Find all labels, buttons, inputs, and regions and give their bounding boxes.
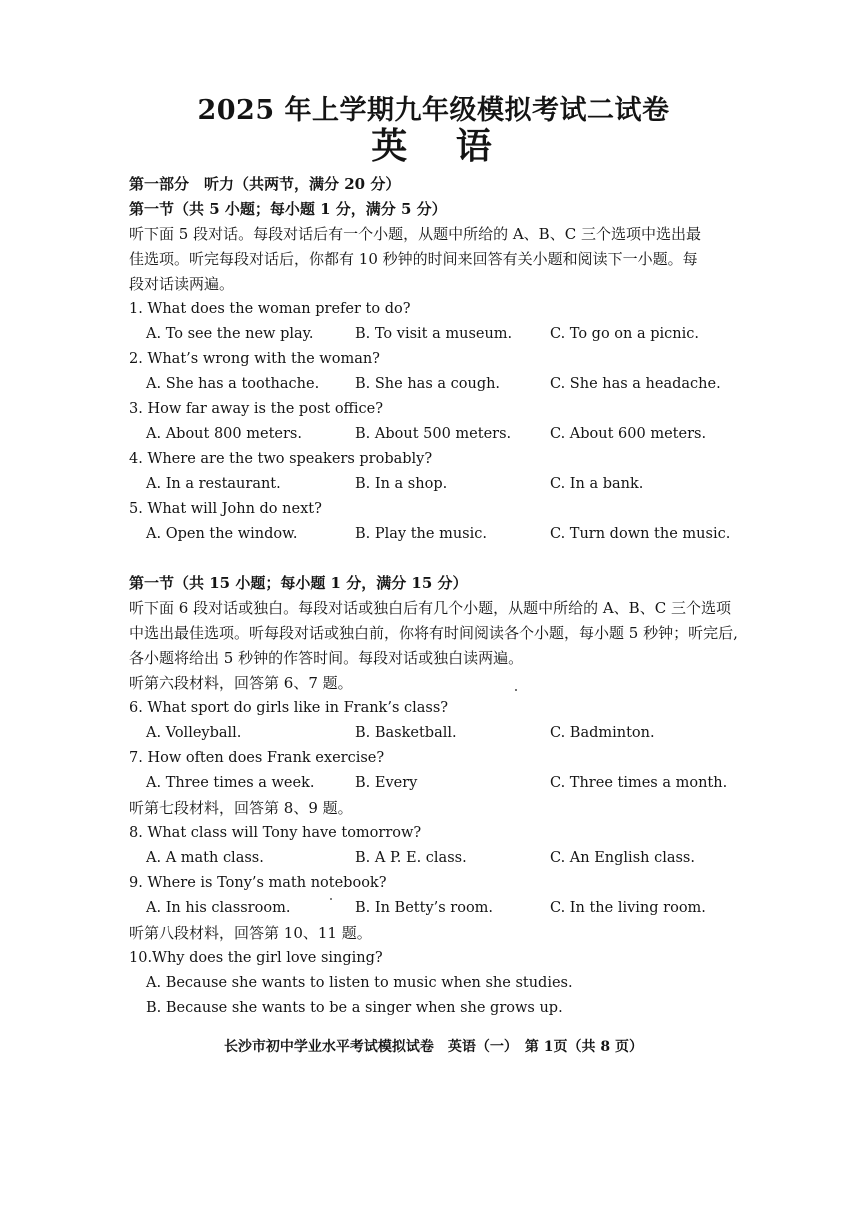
question-9 [129,871,759,921]
section1-heading: 第一节（共 5 小题；每小题 1 分，满分 5 分） [129,200,447,218]
option-c: C. In the living room. [550,900,706,916]
option-b: B. A P. E. class. [355,850,467,866]
question-6 [129,696,759,746]
option-a: A. Volleyball. [146,725,242,741]
question-2 [129,347,759,397]
option-b: B. In Betty’s room. [355,900,494,916]
question-7 [129,746,759,796]
option-c: C. To go on a picnic. [550,326,699,342]
question-3 [129,397,759,447]
question-text: 2. What’s wrong with the woman? [129,351,380,367]
part1-heading: 第一部分 听力（共两节，满分 20 分） [129,175,401,193]
option-b: B. She has a cough. [355,376,501,392]
option-c: C. Turn down the music. [550,526,731,542]
scan-speck [330,898,332,900]
section2-heading: 第一节（共 15 小题；每小题 1 分，满分 15 分） [129,574,468,592]
scan-speck [515,689,517,691]
option-a: A. In his classroom. [146,900,291,916]
option-b: B. Every [355,775,418,791]
question-text: 4. Where are the two speakers probably? [129,451,433,467]
material-7-heading: 听第七段材料，回答第 8、9 题。 [129,799,353,817]
option-b: B. Play the music. [355,526,487,542]
question-text: 10.Why does the girl love singing? [129,950,383,966]
option-a: A. To see the new play. [146,326,314,342]
option-a: A. She has a toothache. [146,376,320,392]
options [129,472,759,497]
question-4 [129,447,759,497]
question-1 [129,297,759,347]
question-text: 6. What sport do girls like in Frank’s class? [129,700,449,716]
question-text: 3. How far away is the post office? [129,401,383,417]
question-text: 1. What does the woman prefer to do? [129,301,411,317]
option-b: B. About 500 meters. [355,426,512,442]
question-text: 9. Where is Tony’s math notebook? [129,875,387,891]
option-a: A. A math class. [146,850,264,866]
question-8 [129,821,759,871]
options [129,372,759,397]
question-text: 8. What class will Tony have tomorrow? [129,825,422,841]
option-c: C. In a bank. [550,476,644,492]
options [129,322,759,347]
option-c: C. Badminton. [550,725,655,741]
option-b: B. To visit a museum. [355,326,513,342]
material-8-heading: 听第八段材料，回答第 10、11 题。 [129,924,372,942]
option-a: A. About 800 meters. [146,426,302,442]
options [129,846,759,871]
subject-title: 英 语 [371,125,510,167]
section2-instruction: 听下面 6 段对话或独白。每段对话或独白后有几个小题，从题中所给的 A、B、C 三个选项 中选出最佳选项。听每段对话或独白前，你将有时间阅读各个小题，每小题 5 秒钟；听完后, 各小题将给出 5 秒钟的作答时间。每段对话或独白读两遍。 [129,599,738,667]
page-footer: 长沙市初中学业水平考试模拟试卷 英语（一） 第 1页（共 8 页） [223,1039,644,1055]
option-b: B. Basketball. [355,725,457,741]
exam-body [129,172,759,1021]
option-c: C. Three times a month. [550,775,728,791]
option-a: A. Open the window. [146,526,298,542]
section-gap [129,547,759,571]
option-c: C. She has a headache. [550,376,721,392]
material-6-heading: 听第六段材料，回答第 6、7 题。 [129,674,353,692]
options [129,522,759,547]
options [129,422,759,447]
options [129,721,759,746]
question-10 [129,946,759,1021]
question-text: 5. What will John do next? [129,501,322,517]
option-a: A. Because she wants to listen to music when she studies. [146,975,573,991]
option-a: A. Three times a week. [146,775,315,791]
option-a: A. In a restaurant. [146,476,281,492]
option-b: B. In a shop. [355,476,448,492]
option-c: C. An English class. [550,850,695,866]
question-5 [129,497,759,547]
option-c: C. About 600 meters. [550,426,707,442]
options [129,771,759,796]
exam-title: 2025 年上学期九年级模拟考试二试卷 [197,95,670,126]
option-b: B. Because she wants to be a singer when she grows up. [146,1000,563,1016]
options [129,896,759,921]
question-text: 7. How often does Frank exercise? [129,750,385,766]
section1-instruction: 听下面 5 段对话。每段对话后有一个小题，从题中所给的 A、B、C 三个选项中选出最 佳选项。听完每段对话后，你都有 10 秒钟的时间来回答有关小题和阅读下一小题。每 段对话读两遍。 [129,225,701,293]
